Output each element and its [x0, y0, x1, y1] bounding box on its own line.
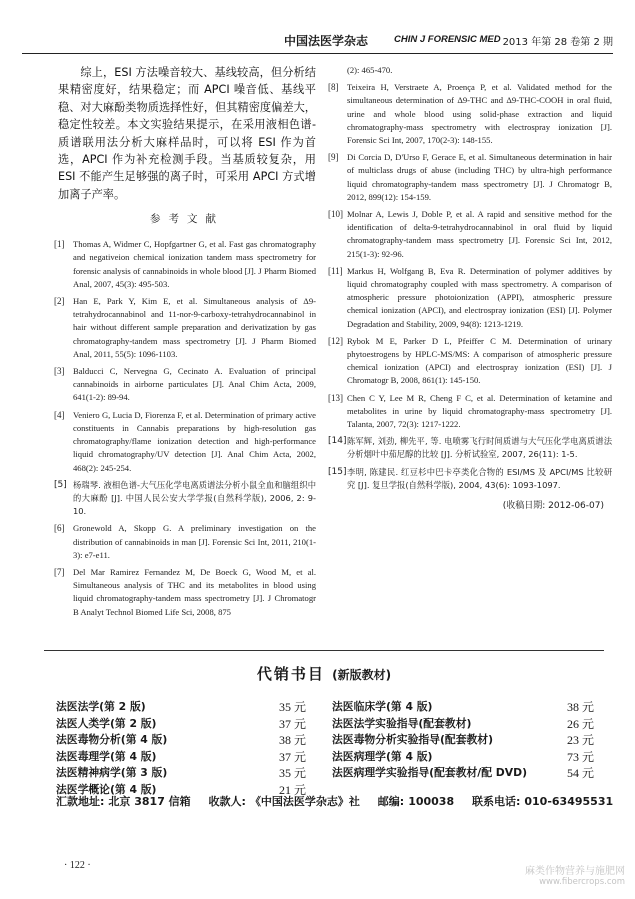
book-name: 法医精神病学(第 3 版) — [56, 766, 168, 780]
book-price: 38 元 — [566, 700, 594, 714]
reference-text: 陈军辉, 刘劲, 柳先平, 等. 电喷雾飞行时间质谱与大气压化学电离质谱法分析烟叶中茄尼醇的比较 [J]. 分析试验室, 2007, 26(11): 1-5. — [347, 436, 612, 460]
reference-text: 李明, 陈建民. 红豆杉中巴卡亭类化合物的 ESI/MS 及 APCI/MS 比较研究 [J]. 复旦学报(自然科学版), 2004, 43(6): 1093-1097. — [347, 466, 612, 490]
reference-number: [7] — [54, 566, 65, 577]
reference-text: Di Corcia D, D'Urso F, Gerace E, et al. Simultaneous determination in hair of multiclass drugs of abuse (including THC) by ultra-high performance liquid chromatography-tandem mass spectrometry [J]. J Chromatogr B, 2012, 899(12): 154-159. — [347, 152, 612, 202]
book-name: 法医临床学(第 4 版) — [332, 700, 433, 713]
reference-item — [328, 335, 612, 388]
reference-number: [1] — [54, 239, 65, 250]
reference-number: [8] — [328, 82, 339, 93]
right-column — [328, 64, 612, 512]
address-value: 北京 3817 信箱 — [108, 795, 191, 808]
book-price: 37 元 — [278, 716, 306, 731]
book-price: 35 元 — [278, 766, 306, 781]
postcode-value: 100038 — [408, 795, 455, 808]
book-list-right — [332, 699, 594, 782]
journal-title-en: CHIN J FORENSIC MED — [394, 34, 501, 45]
catalog-title-main: 代销书目 — [256, 665, 325, 683]
references-heading: 参考文献 — [150, 213, 224, 226]
catalog-title — [44, 663, 604, 684]
journal-header — [22, 30, 613, 54]
book-price: 73 元 — [566, 749, 594, 764]
book-name: 法医法学实验指导(配套教材) — [332, 716, 472, 730]
reference-number: [15] — [328, 466, 347, 477]
book-price: 35 元 — [278, 700, 306, 714]
journal-title-cn: 中国法医学杂志 — [284, 34, 369, 48]
issue-info: 2013 年第 28 卷第 2 期 — [502, 37, 613, 48]
phone-value: 010-63495531 — [524, 795, 614, 808]
received-date: (收稿日期: 2012-06-07) — [502, 501, 604, 512]
watermark-line-2: www.fibercrops.com — [539, 877, 625, 887]
book-item — [56, 765, 306, 782]
reference-item — [328, 392, 612, 432]
reference-item — [328, 151, 612, 204]
reference-text: 杨瑞琴. 液相色谱-大气压化学电离质谱法分析小鼠全血和脑组织中的大麻酚 [J]. 中国人民公安大学学报(自然科学版), 2006, 2: 9-10. — [73, 479, 316, 517]
book-name: 法医毒理学(第 4 版) — [56, 749, 157, 763]
reference-text: Rybok M E, Parker D L, Pfeiffer C M. Determination of urinary phytoestrogens by HPLC-MS/MS: A comparison of atmospheric pressure chemical ionization (APCI) and electrospray ionization (ESI) [J]. J Chromatogr B, 2008, 861(1): 145-150. — [347, 335, 612, 386]
reference-text: Chen C Y, Lee M R, Cheng F C, et al. Determination of ketamine and metabolites in urine by liquid chromatography-mass spectrometry [J]. Talanta, 2007, 72(3): 1217-1222. — [347, 392, 612, 430]
reference-text: Molnar A, Lewis J, Doble P, et al. A rapid and sensitive method for the identification of delta-9-tetrahydrocannabinol in oral fluid by liquid chromatography-tandem mass spectrometry [J]. Forensic Sci Int, 2012, 215(1-3): 92-96. — [347, 209, 612, 259]
book-name: 法医学概论(第 4 版) — [56, 782, 157, 796]
recipient-value: 《中国法医学杂志》社 — [249, 795, 360, 808]
book-price: 38 元 — [278, 733, 306, 748]
reference-number: [9] — [328, 152, 339, 163]
reference-number: [5] — [54, 479, 67, 490]
reference-item — [328, 208, 612, 261]
book-price: 37 元 — [278, 749, 306, 764]
book-item — [56, 699, 306, 716]
book-name: 法医病理学(第 4 版) — [332, 749, 433, 763]
watermark — [525, 862, 625, 887]
watermark-line-1: 麻类作物营养与施肥网 — [525, 866, 625, 877]
book-list-left — [56, 699, 306, 799]
left-column — [54, 64, 316, 623]
catalog-subtitle: (新版教材) — [332, 668, 392, 682]
reference-item — [328, 435, 612, 461]
reference-number: [4] — [54, 409, 65, 420]
reference-text: Thomas A, Widmer C, Hopfgartner G, et al. Fast gas chromatography and negativeion chemical ionization tandem mass spectrometry for forensic analysis of cannabinoids in whole blood [J]. J Pharm Biomed Anal, 2007, 45(3): 495-503. — [73, 239, 316, 289]
reference-text: Han E, Park Y, Kim E, et al. Simultaneous analysis of Δ9-tetrahydrocannabinol and 11-nor-9-carboxy-tetrahydrocannabinol in hair without different sample preparation and derivatization by gas chromatography-tandem mass spectrometry [J]. J Pharm Biomed Anal, 2011, 55(5): 1096-1103. — [73, 296, 316, 359]
postcode-label: 邮编: — [377, 795, 405, 808]
book-price: 23 元 — [566, 733, 594, 748]
remittance-info — [56, 793, 614, 809]
reference-item — [54, 479, 316, 519]
book-item — [332, 732, 594, 749]
reference-number: [13] — [328, 392, 343, 403]
reference-text: Balducci C, Nervegna G, Cecinato A. Evaluation of principal cannabinoids in airborne particulates [J]. Anal Chim Acta, 2009, 641(1-2): 89-94. — [73, 366, 316, 403]
book-item — [332, 765, 594, 782]
reference-number: [11] — [328, 265, 343, 276]
reference-item — [328, 466, 612, 492]
book-name: 法医法学(第 2 版) — [56, 700, 146, 713]
book-price: 54 元 — [566, 766, 594, 781]
reference-number: [10] — [328, 209, 343, 220]
reference-text: Gronewold A, Skopp G. A preliminary investigation on the distribution of cannabinoids in man [J]. Forensic Sci Int, 2011, 210(1-3): e7-e11. — [73, 523, 316, 560]
book-item — [56, 732, 306, 749]
book-item — [332, 749, 594, 766]
book-name: 法医毒物分析(第 4 版) — [56, 733, 168, 747]
reference-number: [6] — [54, 523, 65, 534]
book-catalog — [44, 650, 614, 808]
reference-list-left — [54, 238, 316, 618]
book-item — [332, 699, 594, 716]
phone-label: 联系电话: — [471, 795, 521, 808]
reference-item — [54, 409, 316, 475]
reference-item — [54, 295, 316, 361]
book-item — [56, 716, 306, 733]
reference-number: [2] — [54, 296, 65, 307]
reference-number: [14] — [328, 436, 347, 447]
reference-item — [328, 265, 612, 331]
reference-text: (2): 465-470. — [347, 65, 393, 75]
reference-item — [54, 566, 316, 619]
book-item — [332, 716, 594, 733]
reference-item — [328, 81, 612, 147]
recipient-label: 收款人: — [208, 795, 246, 808]
reference-item — [54, 522, 316, 562]
reference-item — [54, 365, 316, 405]
reference-number: [12] — [328, 335, 343, 346]
reference-number: [3] — [54, 366, 65, 377]
conclusion-paragraph: 综上，ESI 方法噪音较大、基线较高，但分析结果精密度好，结果稳定；而 APCI 噪音低、基线平稳、对大麻酚类物质选择性好，但其精密度偏差大，稳定性较差。本文实验结果提示，在采用液相色谱-质谱联用法分析大麻样品时，可以将 ESI 作为首选，APCI 作为补充检测手段。当基质较复杂，用 ESI 不能产生足够强的离子时，可采用 APCI 方式增加离子产率。 — [58, 66, 316, 201]
book-name: 法医人类学(第 2 版) — [56, 716, 157, 730]
book-name: 法医毒物分析实验指导(配套教材) — [332, 733, 494, 747]
book-item — [56, 749, 306, 766]
book-price: 26 元 — [566, 716, 594, 731]
reference-item — [332, 64, 612, 77]
reference-list-right — [328, 64, 612, 492]
reference-text: Del Mar Ramirez Fernandez M, De Boeck G, Wood M, et al. Simultaneous analysis of THC and its metabolites in blood using liquid chromatography-tandem mass spectrometry [J]. J Chromatogr B Analyt Technol Biomed Life Sci, 2008, 875 — [73, 566, 316, 617]
address-label: 汇款地址: — [56, 795, 105, 808]
reference-text: Teixeira H, Verstraete A, Proença P, et al. Validated method for the simultaneous determination of Δ9-THC and Δ9-THC-COOH in oral fluid, urine and whole blood using solid-phase extraction and liquid chromatography-mass spectrometry with electrospray ionization [J]. Forensic Sci Int, 2007, 170(2-3): 148-155. — [347, 82, 612, 146]
reference-text: Markus H, Wolfgang B, Eva R. Determination of polymer additives by liquid chromatography coupled with mass spectrometry. A comparison of atmospheric pressure photoionization (APPI), atmospheric pressure chemical ionization (APCI), and electrospray ionization (ESI) [J]. Polymer Degradation and Stability, 2009, 94(8): 1213-1219. — [347, 265, 612, 329]
page-number: · 122 · — [64, 860, 91, 871]
reference-text: Veniero G, Lucia D, Fiorenza F, et al. Determination of primary active constituents in Cannabis preparations by high-resolution gas chromatography/flame ionization detection and high-performance liquid chromatography/UV detection [J]. Anal Chim Acta, 2002, 468(2): 245-254. — [73, 409, 316, 473]
book-name: 法医病理学实验指导(配套教材/配 DVD) — [332, 766, 528, 780]
reference-item — [54, 238, 316, 291]
book-price: 21 元 — [278, 782, 306, 797]
